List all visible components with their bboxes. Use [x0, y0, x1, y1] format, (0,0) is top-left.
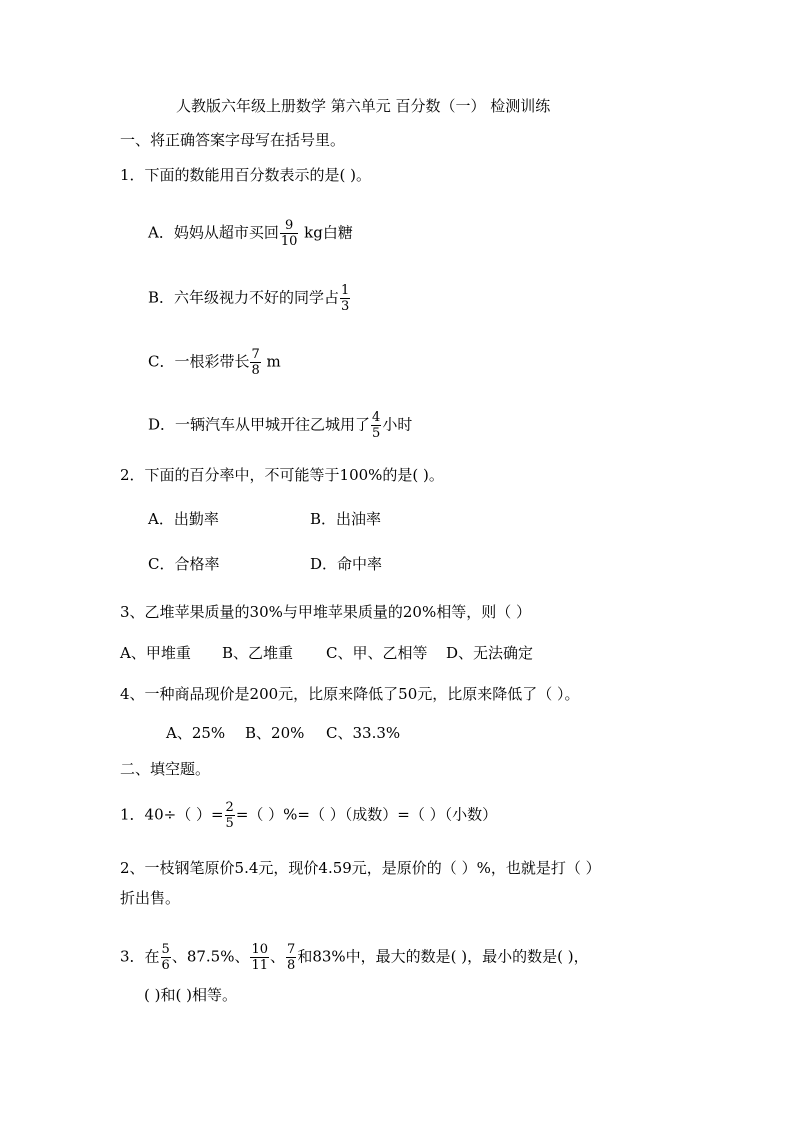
q1-option-b: B．六年级视力不好的同学占 $\frac{1}{3}$ — [148, 283, 350, 314]
fraction: $\frac{7}{8}$ — [287, 942, 296, 973]
q2-stem: 2．下面的百分率中，不可能等于100%的是( )。 — [120, 466, 444, 484]
fraction: $\frac{2}{5}$ — [225, 800, 234, 831]
fraction: $\frac{5}{6}$ — [161, 942, 170, 973]
fill-q1: 1．40÷（ ）= $\frac{2}{5}$ =（ ）%=（ ）（成数）=（ ）（小数） — [120, 800, 498, 831]
q2-option-a: A．出勤率 — [148, 510, 219, 528]
fraction: $\frac{4}{5}$ — [372, 410, 381, 441]
q3-option-b: B、乙堆重 — [222, 644, 294, 662]
section2-heading: 二、填空题。 — [120, 760, 211, 778]
q3-option-a: A、甲堆重 — [120, 644, 191, 662]
fill-q3-line1: 3．在 $\frac{5}{6}$ 、87.5%、 $\frac{10}{11}$ 、 $\frac{7}{8}$ 和83%中，最大的数是( )，最小的数是( )， — [120, 942, 589, 973]
q4-option-c: C、33.3% — [326, 724, 401, 742]
fill-q2-line2: 折出售。 — [120, 889, 181, 907]
fraction: $\frac{1}{3}$ — [341, 283, 350, 314]
page-title: 人教版六年级上册数学 第六单元 百分数（一） 检测训练 — [176, 97, 551, 115]
q4-option-a: A、25% — [166, 724, 226, 742]
q2-option-b: B．出油率 — [310, 510, 382, 528]
fraction: $\frac{9}{10}$ — [280, 218, 298, 249]
q3-option-d: D、无法确定 — [446, 644, 534, 662]
fraction: $\frac{10}{11}$ — [251, 942, 269, 973]
q3-stem: 3、乙堆苹果质量的30%与甲堆苹果质量的20%相等，则（ ） — [120, 603, 531, 621]
q1-option-d: D．一辆汽车从甲城开往乙城用了 $\frac{4}{5}$ 小时 — [148, 410, 413, 441]
q4-option-b: B、20% — [245, 724, 305, 742]
q1-option-a: A．妈妈从超市买回 $\frac{9}{10}$ kg白糖 — [148, 218, 353, 249]
q4-stem: 4、一种商品现价是200元，比原来降低了50元，比原来降低了（ ）。 — [120, 685, 580, 703]
fill-q3-line2: ( )和( )相等。 — [144, 986, 237, 1004]
fill-q2-line1: 2、一枝钢笔原价5.4元，现价4.59元，是原价的（ ）%，也就是打（ ） — [120, 859, 601, 877]
section1-heading: 一、将正确答案字母写在括号里。 — [120, 131, 346, 149]
q1-option-c: C．一根彩带长 $\frac{7}{8}$ m — [148, 347, 281, 378]
q1-stem: 1．下面的数能用百分数表示的是( )。 — [120, 166, 372, 184]
q3-option-c: C、甲、乙相等 — [326, 644, 428, 662]
q2-option-d: D．命中率 — [310, 555, 383, 573]
q2-option-c: C．合格率 — [148, 555, 220, 573]
fraction: $\frac{7}{8}$ — [251, 347, 260, 378]
